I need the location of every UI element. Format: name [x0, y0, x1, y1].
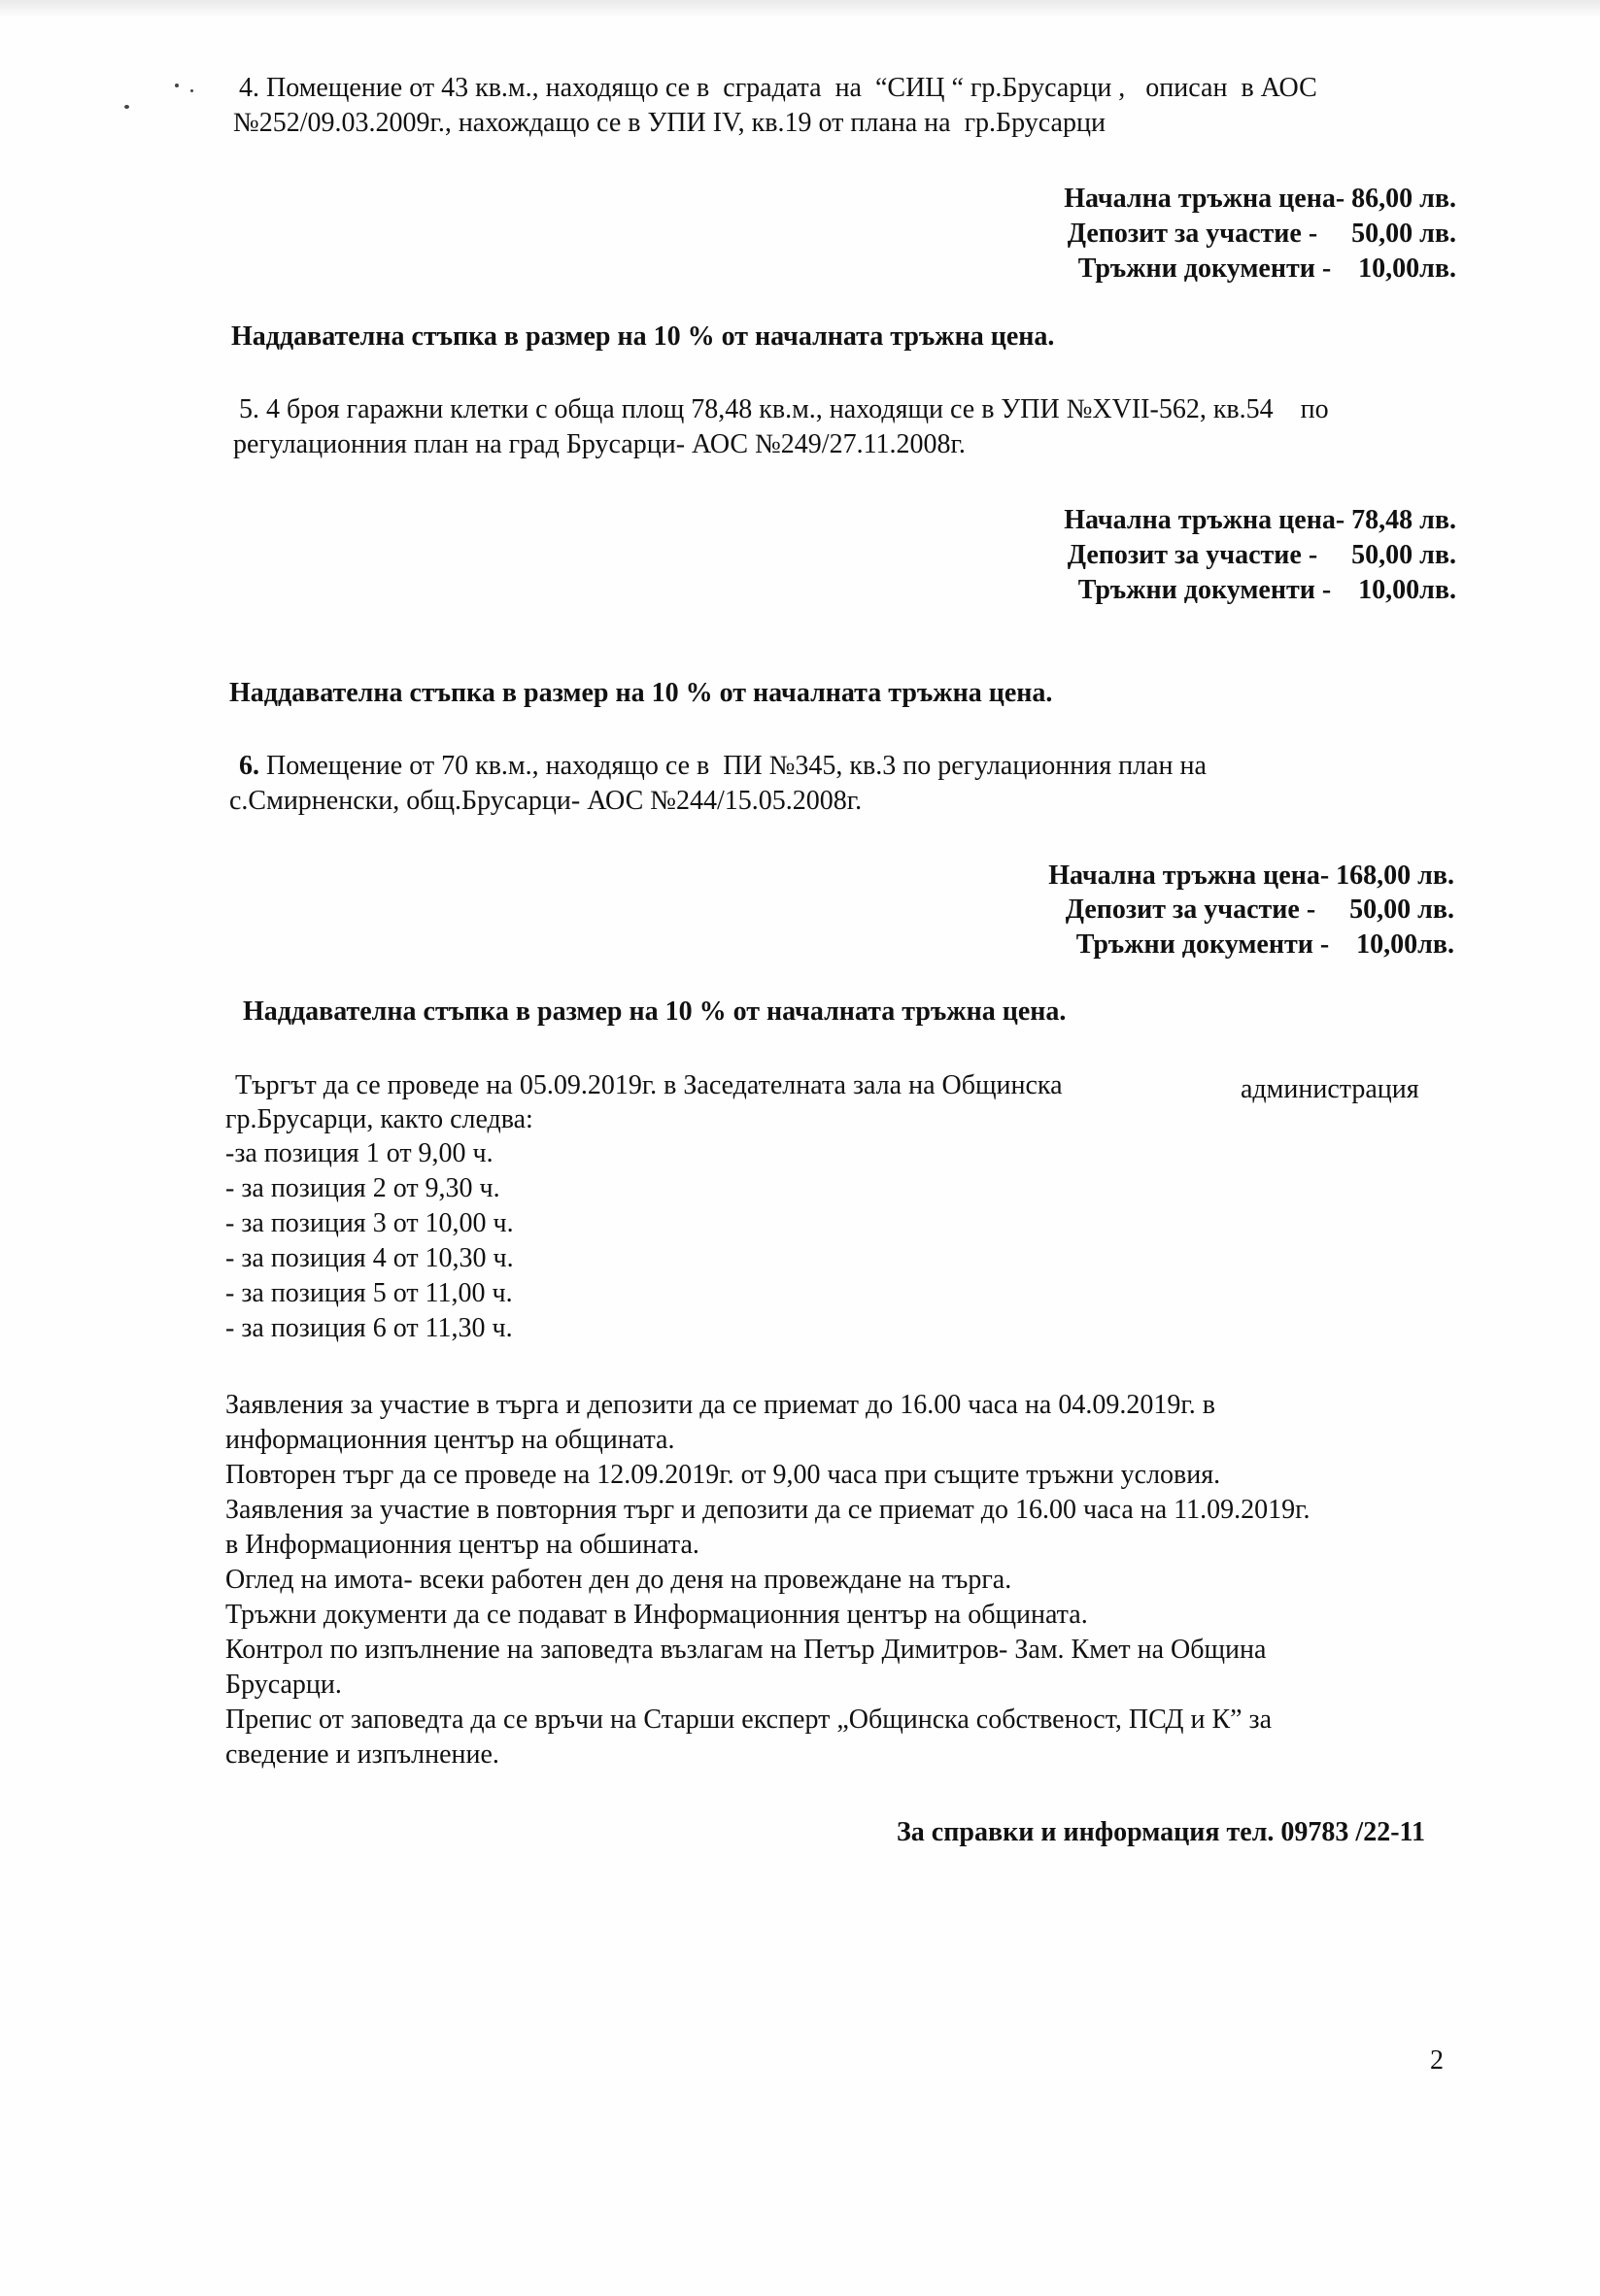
item-4-starting-price: Начална тръжна цена- 86,00 лв. [1064, 184, 1456, 214]
item-5-desc-line-2: регулационния план на град Брусарци- АОС №249/27.11.2008г. [233, 429, 966, 459]
paragraph-line: Заявления за участие в търга и депозити да се приемат до 16.00 часа на 04.09.2019г. в [225, 1390, 1215, 1420]
scan-speck [175, 84, 179, 87]
item-6-starting-price: Начална тръжна цена- 168,00 лв. [1048, 861, 1454, 891]
schedule-item: - за позиция 5 от 11,00 ч. [225, 1278, 513, 1308]
auction-intro-line-1: Търгът да се проведе на 05.09.2019г. в Заседателната зала на Общинска [235, 1070, 1063, 1100]
paragraph-line: Оглед на имота- всеки работен ден до деня на провеждане на търга. [225, 1565, 1012, 1595]
scan-speck [124, 105, 129, 109]
schedule-item: - за позиция 3 от 10,00 ч. [225, 1208, 514, 1238]
item-4-desc-line-2: №252/09.03.2009г., нахождащо се в УПИ IV, кв.19 от плана на гр.Брусарци [233, 108, 1106, 138]
paragraph-line: Повторен търг да се проведе на 12.09.2019г. от 9,00 часа при същите тръжни условия. [225, 1460, 1221, 1490]
item-6-desc-line-1 [239, 750, 1207, 783]
scan-edge-shadow [0, 0, 1600, 17]
scan-speck [190, 89, 193, 92]
item-5-tender-docs: Тръжни документи - 10,00лв. [1077, 575, 1456, 605]
paragraph-line: Брусарци. [225, 1670, 342, 1700]
item-6-tender-docs: Тръжни документи - 10,00лв. [1075, 929, 1454, 960]
page-number: 2 [1430, 2045, 1444, 2076]
item-5-deposit: Депозит за участие - 50,00 лв. [1067, 540, 1456, 570]
item-4-deposit: Депозит за участие - 50,00 лв. [1067, 219, 1456, 249]
item-6-deposit: Депозит за участие - 50,00 лв. [1065, 895, 1454, 925]
schedule-item: - за позиция 6 от 11,30 ч. [225, 1313, 513, 1343]
item-5-desc-line-1: 5. 4 броя гаражни клетки с обща площ 78,48 кв.м., находящи се в УПИ №XVII-562, кв.54 по [239, 394, 1329, 424]
schedule-item: - за позиция 4 от 10,30 ч. [225, 1243, 514, 1273]
item-4-desc-line-1: 4. Помещение от 43 кв.м., находящо се в сградата на “СИЦ “ гр.Брусарци , описан в АОС [239, 73, 1317, 103]
paragraph-line: сведение и изпълнение. [225, 1739, 499, 1770]
auction-intro-line-1-end: администрация [1241, 1074, 1419, 1104]
paragraph-line: Тръжни документи да се подават в Информационния център на общината. [225, 1600, 1088, 1630]
paragraph-line: Препис от заповедта да се връчи на Старши експерт „Общинска собственост, ПСД и К” за [225, 1705, 1273, 1735]
item-5-bid-step: Наддавателна стъпка в размер на 10 % от началната тръжна цена. [229, 678, 1053, 708]
paragraph-line: информационния център на общината. [225, 1425, 675, 1455]
auction-intro-line-2: гр.Брусарци, както следва: [225, 1104, 533, 1134]
paragraph-line: Заявления за участие в повторния търг и депозити да се приемат до 16.00 часа на 11.09.2019г. [225, 1495, 1311, 1525]
item-4-tender-docs: Тръжни документи - 10,00лв. [1077, 253, 1456, 284]
item-6-number: 6. [239, 751, 259, 781]
schedule-item: - за позиция 2 от 9,30 ч. [225, 1173, 500, 1203]
schedule-item: -за позиция 1 от 9,00 ч. [225, 1138, 494, 1168]
paragraph-line: в Информационния център на обшината. [225, 1530, 699, 1560]
item-6-bid-step: Наддавателна стъпка в размер на 10 % от началната тръжна цена. [243, 996, 1067, 1027]
item-5-starting-price: Начална тръжна цена- 78,48 лв. [1064, 505, 1456, 535]
item-6-desc-line-2: с.Смирненски, общ.Брусарци- АОС №244/15.05.2008г. [229, 786, 863, 816]
item-4-bid-step: Наддавателна стъпка в размер на 10 % от началната тръжна цена. [231, 321, 1055, 352]
paragraph-line: Контрол по изпълнение на заповедта възлагам на Петър Димитров- Зам. Кмет на Община [225, 1635, 1267, 1665]
contact-info: За справки и информация тел. 09783 /22-11 [897, 1817, 1425, 1847]
item-6-desc-text: Помещение от 70 кв.м., находящо се в ПИ №345, кв.3 по регулационния план на [259, 751, 1207, 781]
